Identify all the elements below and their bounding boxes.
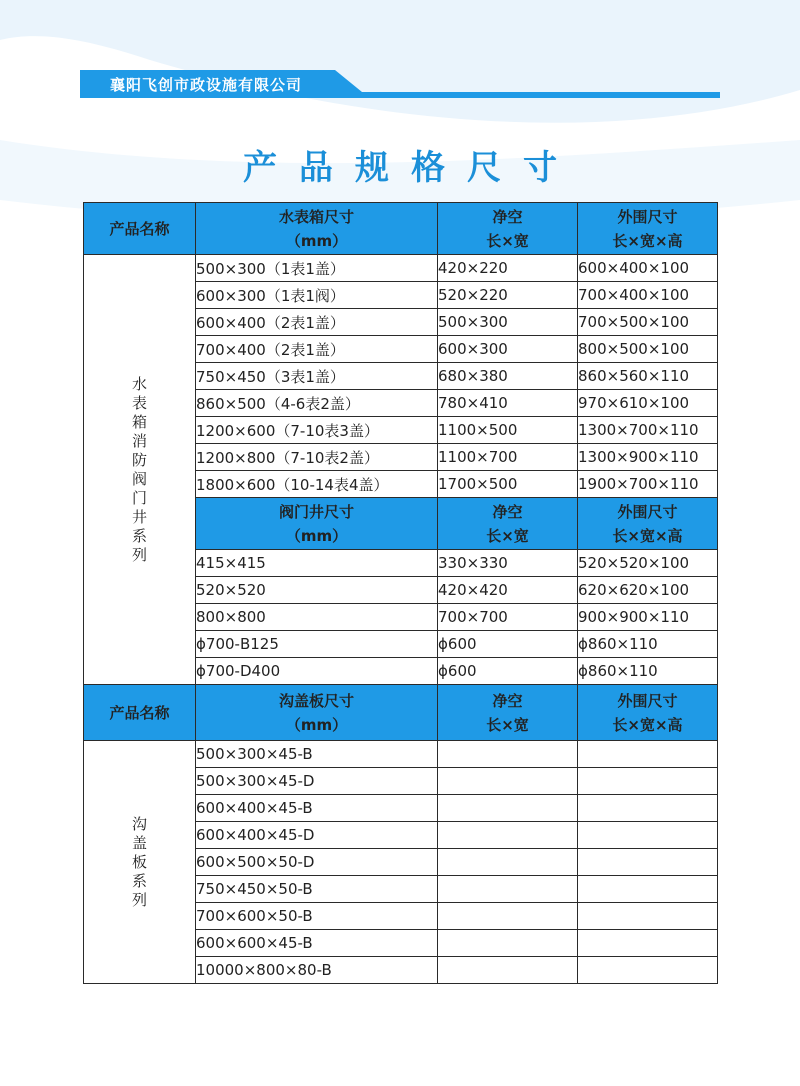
cell-clear — [438, 876, 578, 903]
cell-size: 750×450（3表1盖） — [196, 363, 438, 390]
cell-size: 600×500×50-D — [196, 849, 438, 876]
cell-size: 860×500（4-6表2盖） — [196, 390, 438, 417]
cell-size: 600×400×45-B — [196, 795, 438, 822]
cell-outer: 800×500×100 — [578, 336, 718, 363]
cell-outer — [578, 795, 718, 822]
cell-clear: ϕ600 — [438, 658, 578, 685]
cell-clear: 700×700 — [438, 604, 578, 631]
cell-clear — [438, 903, 578, 930]
cell-clear: 520×220 — [438, 282, 578, 309]
col-header-size: 沟盖板尺寸 （mm） — [196, 685, 438, 741]
cell-size: 600×400（2表1盖） — [196, 309, 438, 336]
cell-size: 700×600×50-B — [196, 903, 438, 930]
cell-clear: 780×410 — [438, 390, 578, 417]
cell-size: 800×800 — [196, 604, 438, 631]
cell-outer — [578, 903, 718, 930]
page-title: 产品规格尺寸 — [243, 148, 579, 188]
cell-outer — [578, 768, 718, 795]
table-header-row — [84, 203, 718, 255]
cell-size: 1800×600（10-14表4盖） — [196, 471, 438, 498]
cell-size: 500×300×45-D — [196, 768, 438, 795]
cell-clear: 420×220 — [438, 255, 578, 282]
table-row — [84, 255, 718, 282]
cell-clear — [438, 795, 578, 822]
cell-clear — [438, 741, 578, 768]
cell-clear — [438, 822, 578, 849]
cell-outer — [578, 849, 718, 876]
cell-clear — [438, 849, 578, 876]
cell-size: 500×300×45-B — [196, 741, 438, 768]
company-name: 襄阳飞创市政设施有限公司 — [110, 76, 303, 94]
col-header-clear: 净空 长×宽 — [438, 685, 578, 741]
cell-size: 600×600×45-B — [196, 930, 438, 957]
cell-outer — [578, 930, 718, 957]
cell-size: 600×400×45-D — [196, 822, 438, 849]
cell-outer: 1300×700×110 — [578, 417, 718, 444]
cell-clear — [438, 768, 578, 795]
cell-outer — [578, 876, 718, 903]
table-row — [84, 741, 718, 768]
category-trench-cover: 沟盖板系列 — [84, 741, 196, 984]
cell-outer: 600×400×100 — [578, 255, 718, 282]
col-header-size: 阀门井尺寸 （mm） — [196, 498, 438, 550]
product-name-header: 产品名称 — [84, 203, 196, 255]
cell-outer — [578, 822, 718, 849]
cell-outer — [578, 957, 718, 984]
cell-size: 700×400（2表1盖） — [196, 336, 438, 363]
cell-outer: 700×500×100 — [578, 309, 718, 336]
col-header-outer: 外围尺寸 长×宽×高 — [578, 203, 718, 255]
cell-size: 500×300（1表1盖） — [196, 255, 438, 282]
col-header-outer: 外围尺寸 长×宽×高 — [578, 498, 718, 550]
cell-size: 415×415 — [196, 550, 438, 577]
cell-outer: 900×900×110 — [578, 604, 718, 631]
cell-outer: 1900×700×110 — [578, 471, 718, 498]
col-header-size: 水表箱尺寸 （mm） — [196, 203, 438, 255]
cell-size: 1200×800（7-10表2盖） — [196, 444, 438, 471]
cell-clear: 330×330 — [438, 550, 578, 577]
cell-clear: 1100×500 — [438, 417, 578, 444]
cell-clear — [438, 957, 578, 984]
category-water-meter-valve: 水表箱消防阀门井系列 — [84, 255, 196, 685]
cell-size: 600×300（1表1阀） — [196, 282, 438, 309]
cell-outer: 520×520×100 — [578, 550, 718, 577]
cell-clear: ϕ600 — [438, 631, 578, 658]
cell-outer: 970×610×100 — [578, 390, 718, 417]
cell-outer: 620×620×100 — [578, 577, 718, 604]
cell-clear: 680×380 — [438, 363, 578, 390]
cell-outer: 1300×900×110 — [578, 444, 718, 471]
cell-size: ϕ700-D400 — [196, 658, 438, 685]
cell-outer: 700×400×100 — [578, 282, 718, 309]
cell-size: 10000×800×80-B — [196, 957, 438, 984]
cell-clear: 1100×700 — [438, 444, 578, 471]
cell-clear: 500×300 — [438, 309, 578, 336]
cell-clear: 600×300 — [438, 336, 578, 363]
col-header-clear: 净空 长×宽 — [438, 203, 578, 255]
spec-table — [83, 202, 718, 984]
cell-outer — [578, 741, 718, 768]
col-header-outer: 外围尺寸 长×宽×高 — [578, 685, 718, 741]
cell-clear: 420×420 — [438, 577, 578, 604]
cell-clear — [438, 930, 578, 957]
col-header-clear: 净空 长×宽 — [438, 498, 578, 550]
cell-size: 750×450×50-B — [196, 876, 438, 903]
cell-size: ϕ700-B125 — [196, 631, 438, 658]
cell-outer: 860×560×110 — [578, 363, 718, 390]
cell-outer: ϕ860×110 — [578, 631, 718, 658]
cell-size: 520×520 — [196, 577, 438, 604]
table-header-row — [84, 685, 718, 741]
cell-outer: ϕ860×110 — [578, 658, 718, 685]
product-name-header: 产品名称 — [84, 685, 196, 741]
cell-clear: 1700×500 — [438, 471, 578, 498]
cell-size: 1200×600（7-10表3盖） — [196, 417, 438, 444]
